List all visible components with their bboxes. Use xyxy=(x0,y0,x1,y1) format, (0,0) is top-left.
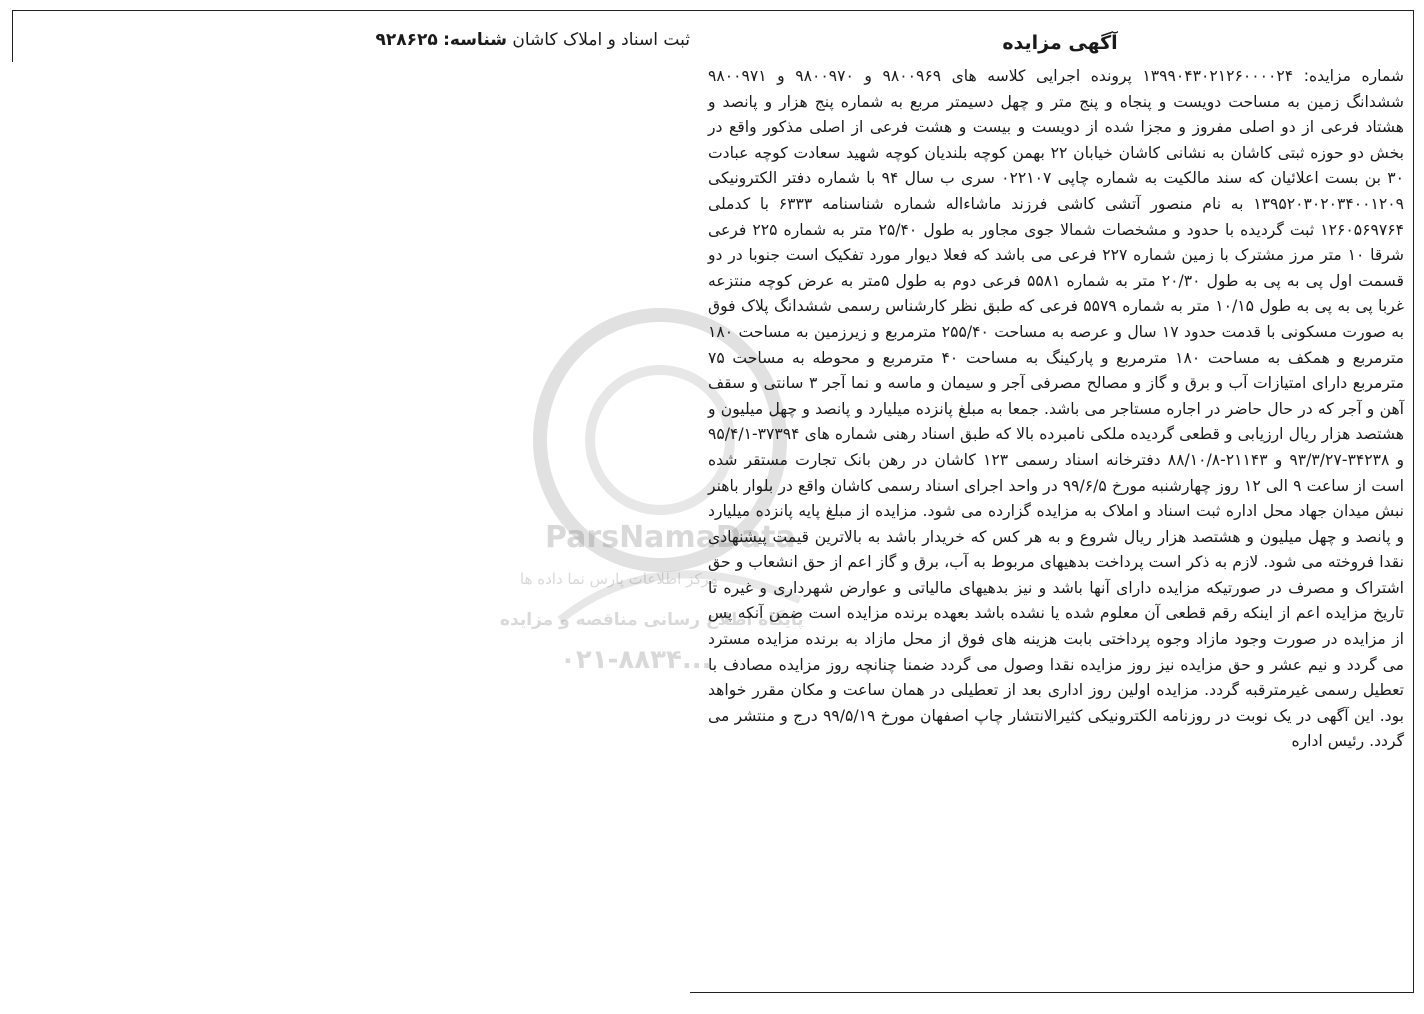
tracking-number: ۹۲۸۶۲۵ xyxy=(375,30,438,50)
notice-header-source xyxy=(360,30,690,50)
frame-right-border xyxy=(1413,10,1414,992)
watermark-phone: ۰۲۱-۸۸۳۴... xyxy=(560,645,712,675)
notice-title: آگهی مزایده xyxy=(1002,32,1118,54)
watermark-brand: ParsNamaData xyxy=(545,520,796,555)
tracking-label: شناسه: xyxy=(443,30,507,50)
frame-bottom-border xyxy=(690,992,1414,993)
watermark-line-2: پایگاه اطلاع رسانی مناقصه و مزایده xyxy=(500,610,804,630)
watermark-line-1: مرکز اطلاعات پارس نما داده ها xyxy=(520,570,718,588)
notice-body: شماره مزایده: ۱۳۹۹۰۴۳۰۲۱۲۶۰۰۰۰۲۴ پرونده اجرایی کلاسه های ۹۸۰۰۹۶۹ و ۹۸۰۰۹۷۰ و ۹۸۰۰۹۷۱ ششدانگ زمین به مساحت دویست و پنجاه و پنج متر و چهل دسیمتر مربع به شماره پنج هزار و پانصد و هشتاد فرعی از دو اصلی مفروز و مجزا شده از دویست و بیست و هشت فرعی از اصلی مذکور واقع در بخش دو حوزه ثبتی کاشان به نشانی کاشان خیابان ۲۲ بهمن کوچه بلندیان کوچه شهید سعادت کوچه عبادت ۳۰ بن بست اعلائیان که سند مالکیت به شماره چاپی ۰۲۲۱۰۷ سری ب سال ۹۴ با شماره دفتر الکترونیکی ۱۳۹۵۲۰۳۰۲۰۳۴۰۰۱۲۰۹ به نام منصور آتشی کاشی فرزند ماشاءاله شماره شناسنامه ۶۳۳۳ با کدملی ۱۲۶۰۵۶۹۷۶۴ ثبت گردیده با حدود و مشخصات شمالا جوی مجاور به طول ۲۵/۴۰ متر به شماره ۲۲۵ فرعی شرقا ۱۰ متر مرز مشترک با زمین شماره ۲۲۷ فرعی می باشد که فعلا دیوار مورد تفکیک است جنوبا در دو قسمت اول پی به پی به طول ۲۰/۳۰ متر به شماره ۵۵۸۱ فرعی دوم به طول ۵متر به عرض کوچه منتزعه غربا پی به پی به طول ۱۰/۱۵ متر به شماره ۵۵۷۹ فرعی که طبق نظر کارشناس رسمی ششدانگ پلاک فوق به صورت مسکونی با قدمت حدود ۱۷ سال و عرصه به مساحت ۲۵۵/۴۰ مترمربع و زیرزمین به مساحت ۱۸۰ مترمربع و همکف به مساحت ۱۸۰ مترمربع و پارکینگ به مساحت ۴۰ مترمربع و محوطه به مساحت ۷۵ مترمربع دارای امتیازات آب و برق و گاز و مصالح مصرفی آجر و سیمان و ماسه و نما آجر ۳ سانتی و سقف آهن و آجر که در حال حاضر در اجاره مستاجر می باشد. جمعا به مبلغ پانزده میلیارد و پانصد و چهل میلیون و هشتصد هزار ریال ارزیابی و قطعی گردیده ملکی نامبرده بالا که طبق اسناد رهنی شماره های ۳۷۳۹۴-۹۵/۴/۱ و ۳۴۲۳۸-۹۳/۳/۲۷ و ۲۱۱۴۳-۸۸/۱۰/۸ دفترخانه اسناد رسمی ۱۲۳ کاشان در رهن بانک تجارت مستقر شده است از ساعت ۹ الی ۱۲ روز چهارشنبه مورخ ۹۹/۶/۵ در واحد اجرای اسناد رسمی کاشان واقع در بلوار باهنر نبش میدان جهاد محل اداره ثبت اسناد و املاک به مزایده گزارده می شود. مزایده از مبلغ پایه پانزده میلیارد و پانصد و چهل میلیون و هشتصد هزار ریال شروع و به هر کس که خریدار باشد به بالاترین قیمت پیشنهادی نقدا فروخته می شود. لازم به ذکر است پرداخت بدهیهای مربوط به آب، برق و گاز اعم از حق انشعاب و حق اشتراک و مصرف در صورتیکه مزایده دارای آنها باشد و نیز بدهیهای مالیاتی و عوارض شهرداری و غیره تا تاریخ مزایده اعم از اینکه رقم قطعی آن معلوم شده یا نشده باشد بعهده برنده مزایده است ضمن آنکه پس از مزایده در صورت وجود مازاد وجوه پرداختی بابت هزینه های فوق از محل مازاد به برنده مزایده مسترد می گردد و نیم عشر و حق مزایده نیز روز مزایده نقدا وصول می گردد ضمنا چنانچه روز مزایده مصادف با تعطیل رسمی غیرمترقبه گردد. مزایده اولین روز اداری بعد از تعطیلی در همان ساعت و مکان مقرر خواهد بود. این آگهی در یک نوبت در روزنامه الکترونیکی کثیرالانتشار چاپ اصفهان مورخ ۹۹/۵/۱۹ درج و منتشر می گردد. رئیس اداره xyxy=(708,67,1404,751)
frame-top-border xyxy=(12,10,1414,11)
organization-name: ثبت اسناد و املاک کاشان xyxy=(512,30,690,50)
frame-left-border xyxy=(12,10,13,62)
